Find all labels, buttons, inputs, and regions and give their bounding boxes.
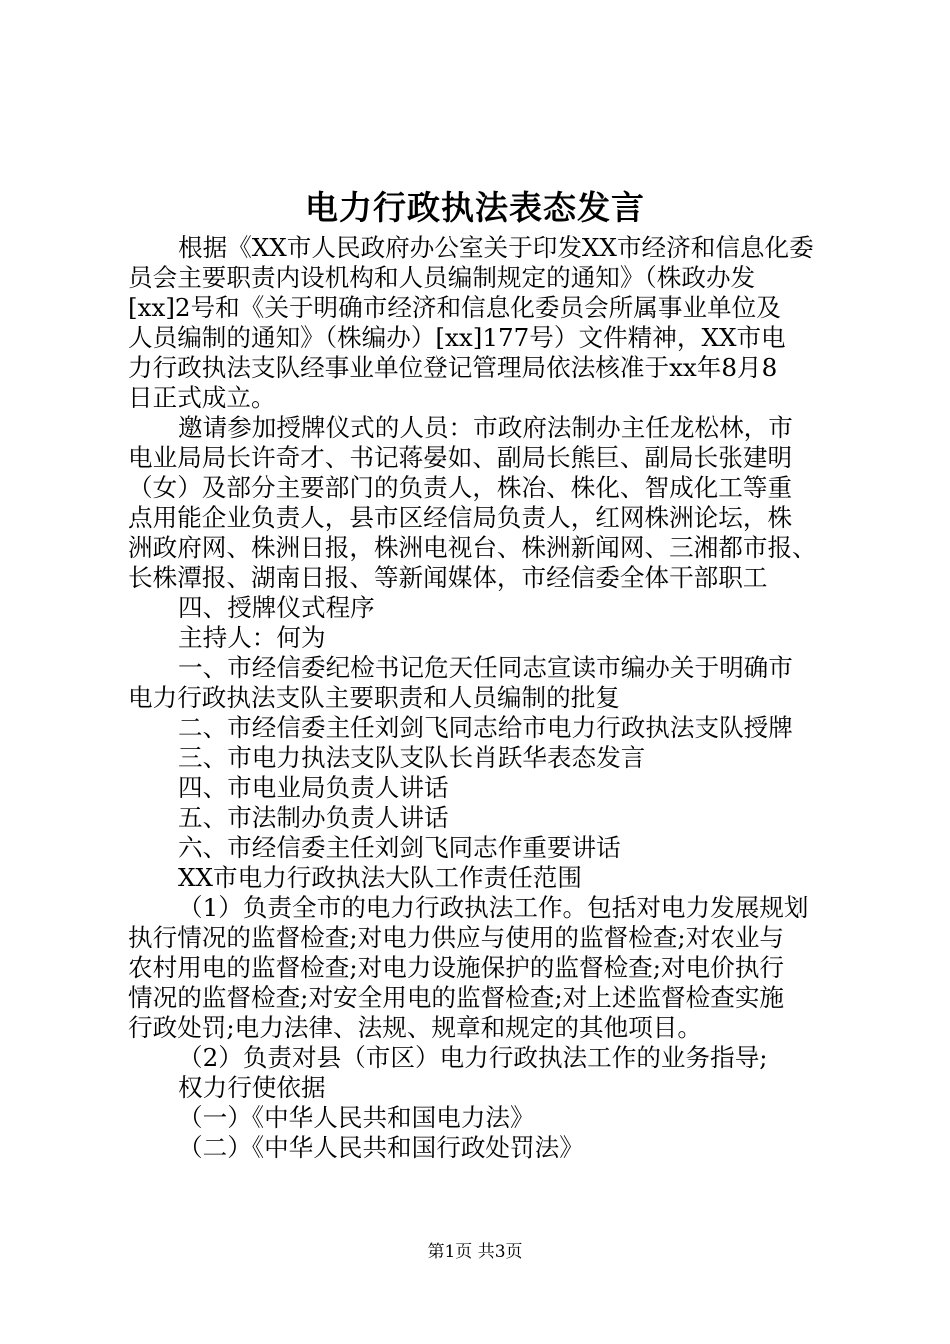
paragraph — [128, 803, 830, 833]
document-body — [128, 233, 830, 1163]
paragraph — [128, 653, 830, 713]
paragraph-line: 日正式成立。 — [128, 383, 276, 412]
paragraph — [128, 863, 830, 893]
paragraph — [128, 893, 830, 1043]
paragraph — [128, 833, 830, 863]
paragraph — [128, 413, 830, 593]
document-title: 电力行政执法表态发言 — [305, 188, 645, 227]
paragraph-line: 权力行使依据 — [178, 1073, 326, 1102]
paragraph-line: 四、市电业局负责人讲话 — [178, 773, 449, 802]
paragraph-line: [xx]2号和《关于明确市经济和信息化委员会所属事业单位及 — [128, 293, 781, 322]
paragraph-line: 力行政执法支队经事业单位登记管理局依法核准于xx年8月8 — [128, 353, 778, 382]
paragraph — [128, 233, 830, 413]
paragraph-line: （1）负责全市的电力行政执法工作。包括对电力发展规划 — [178, 893, 809, 922]
paragraph-line: 四、授牌仪式程序 — [178, 593, 375, 622]
paragraph-line: （二）《中华人民共和国行政处罚法》 — [178, 1133, 584, 1162]
paragraph-line: 情况的监督检查;对安全用电的监督检查;对上述监督检查实施 — [128, 983, 785, 1012]
page-footer: 第1页 共3页 — [427, 1242, 523, 1262]
paragraph-line: 洲政府网、株洲日报，株洲电视台、株洲新闻网、三湘都市报、 — [128, 533, 817, 562]
paragraph — [128, 623, 830, 653]
paragraph-line: （一）《中华人民共和国电力法》 — [178, 1103, 535, 1132]
paragraph-line: 农村用电的监督检查;对电力设施保护的监督检查;对电价执行 — [128, 953, 785, 982]
paragraph-line: 六、市经信委主任刘剑飞同志作重要讲话 — [178, 833, 621, 862]
paragraph — [128, 713, 830, 743]
paragraph-line: 二、市经信委主任刘剑飞同志给市电力行政执法支队授牌 — [178, 713, 793, 742]
paragraph-line: 电力行政执法支队主要职责和人员编制的批复 — [128, 683, 620, 712]
paragraph — [128, 593, 830, 623]
paragraph-line: 一、市经信委纪检书记危天任同志宣读市编办关于明确市 — [178, 653, 793, 682]
paragraph-line: （2）负责对县（市区）电力行政执法工作的业务指导; — [178, 1043, 768, 1072]
paragraph — [128, 1073, 830, 1103]
paragraph — [128, 743, 830, 773]
paragraph-line: 邀请参加授牌仪式的人员：市政府法制办主任龙松林，市 — [178, 413, 793, 442]
paragraph-line: （女）及部分主要部门的负责人，株冶、株化、智成化工等重 — [128, 473, 793, 502]
paragraph-line: 点用能企业负责人，县市区经信局负责人，红网株洲论坛，株 — [128, 503, 793, 532]
paragraph-line: 电业局局长许奇才、书记蒋晏如、副局长熊巨、副局长张建明 — [128, 443, 793, 472]
paragraph-line: XX市电力行政执法大队工作责任范围 — [178, 863, 582, 892]
paragraph-line: 主持人：何为 — [178, 623, 326, 652]
paragraph — [128, 1043, 830, 1073]
paragraph-line: 员会主要职责内设机构和人员编制规定的通知》（株政办发 — [128, 263, 756, 292]
paragraph-line: 五、市法制办负责人讲话 — [178, 803, 449, 832]
paragraph-line: 行政处罚;电力法律、法规、规章和规定的其他项目。 — [128, 1013, 702, 1042]
paragraph — [128, 773, 830, 803]
paragraph-line: 根据《XX市人民政府办公室关于印发XX市经济和信息化委 — [178, 233, 814, 262]
paragraph — [128, 1133, 830, 1163]
paragraph-line: 三、市电力执法支队支队长肖跃华表态发言 — [178, 743, 646, 772]
paragraph-line: 长株潭报、湖南日报、等新闻媒体，市经信委全体干部职工 — [128, 563, 768, 592]
paragraph — [128, 1103, 830, 1133]
paragraph-line: 人员编制的通知》（株编办）[xx]177号）文件精神，XX市电 — [128, 323, 786, 352]
paragraph-line: 执行情况的监督检查;对电力供应与使用的监督检查;对农业与 — [128, 923, 785, 952]
